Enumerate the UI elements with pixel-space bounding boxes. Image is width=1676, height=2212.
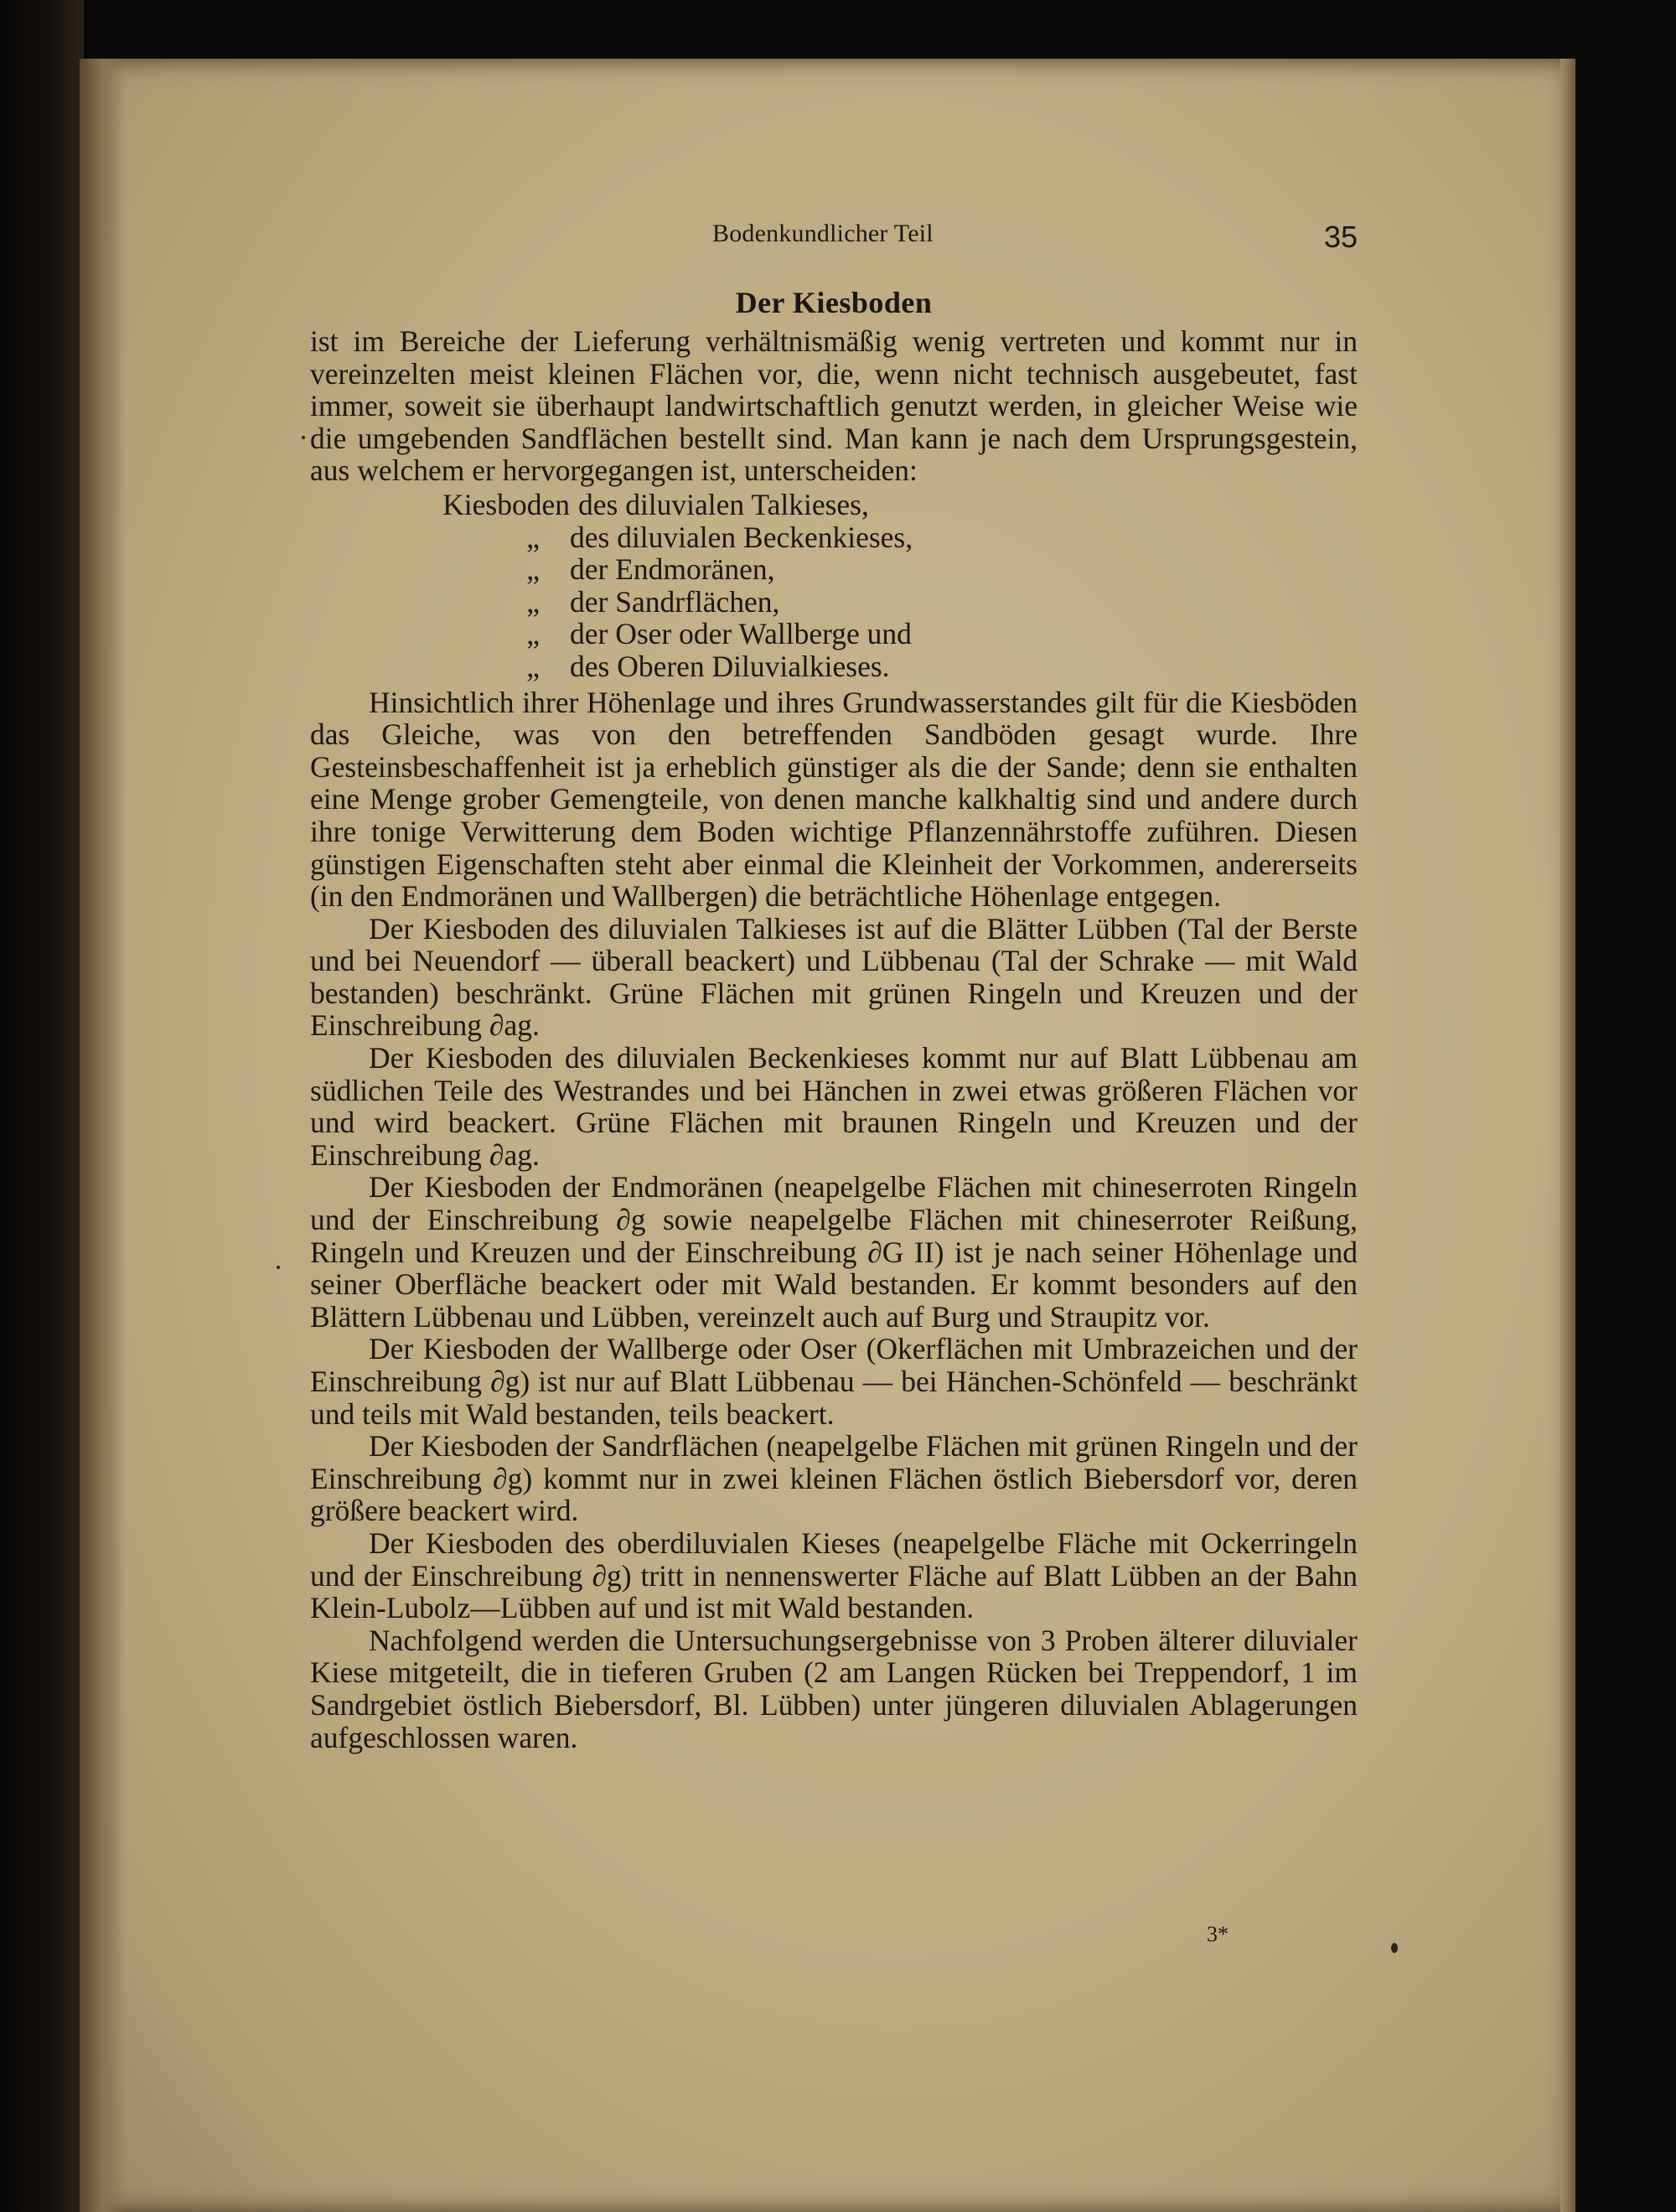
text-block	[310, 220, 1358, 1754]
paper-speck	[277, 1266, 280, 1269]
signature-mark: 3*	[1207, 1922, 1229, 1946]
list-item-text: der Sandrflächen,	[570, 584, 780, 619]
section-title: Der Kiesboden	[735, 286, 933, 319]
list-item	[310, 553, 1358, 586]
page-header	[310, 220, 1358, 270]
ditto-mark: „	[526, 552, 540, 587]
page-number: 35	[1323, 220, 1358, 254]
list-item	[310, 521, 1358, 554]
running-title: Bodenkundlicher Teil	[712, 220, 934, 247]
paper-speck	[1391, 1943, 1398, 1953]
list-item	[310, 586, 1358, 619]
list-item	[310, 618, 1358, 650]
spine-band	[80, 59, 126, 2212]
list-item-text: des diluvialen Beckenkieses,	[570, 520, 913, 554]
spine-shadow	[0, 0, 84, 2212]
list-lead: Kiesboden	[442, 487, 570, 521]
list-item	[310, 650, 1358, 683]
paragraph-talkies: Der Kiesboden des diluvialen Talkieses ist auf die Blätter Lübben (Tal der Berste und bei Neuendorf — überall beackert) und Lübbenau (Tal der Schrake — mit Wald bestanden) beschränkt. Grüne Flächen mit grünen Ringeln und Kreuzen und der Einschreibung ∂ag.	[310, 911, 1358, 1043]
paragraph-sandrflaechen: Der Kiesboden der Sandrflächen (neapelgelbe Flächen mit grünen Ringeln und der Einschreibung ∂g) kommt nur in zwei kleinen Flächen östlich Biebersdorf vor, deren größere beackert wird.	[310, 1429, 1358, 1528]
list-item-text: der Oser oder Wallberge und	[570, 617, 912, 651]
paper-speck	[302, 436, 305, 439]
ditto-mark: „	[526, 617, 540, 651]
page-edge	[1560, 59, 1575, 2212]
list-item-text: des diluvialen Talkieses,	[578, 487, 869, 521]
paragraph-untersuchung: Nachfolgend werden die Untersuchungsergebnisse von 3 Proben älterer diluvialer Kiese mitgeteilt, die in tieferen Gruben (2 am Langen Rücken bei Treppendorf, 1 im Sandrgebiet östlich Biebersdorf, Bl. Lübben) unter jüngeren diluvialen Ablagerungen aufgeschlossen waren.	[310, 1623, 1358, 1754]
ditto-mark: „	[526, 520, 540, 554]
paragraph-endmoraenen: Der Kiesboden der Endmoränen (neapelgelbe Flächen mit chineserroten Ringeln und der Einschreibung ∂g sowie neapelgelbe Flächen mit chineserroter Reißung, Ringeln und Kreuzen und der Einschreibung ∂G II) ist je nach seiner Höhenlage und seiner Oberfläche beackert oder mit Wald bestanden. Er kommt besonders auf den Blättern Lübbenau und Lübben, vereinzelt auch auf Burg und Straupitz vor.	[310, 1170, 1358, 1334]
list-item-text: des Oberen Diluvialkieses.	[570, 649, 890, 683]
kiesboden-list	[310, 489, 1358, 683]
paragraph-intro: ist im Bereiche der Lieferung verhältnismäßig wenig vertreten und kommt nur in vereinzelten meist kleinen Flächen vor, die, wenn nicht technisch ausgebeutet, fast immer, soweit sie überhaupt landwirtschaftlich genutzt werden, in gleicher Weise wie die umgebenden Sandflächen bestellt sind. Man kann je nach dem Ursprungsgestein, aus welchem er hervorgegangen ist, unterscheiden:	[310, 324, 1358, 488]
paragraph-beckenkies: Der Kiesboden des diluvialen Beckenkieses kommt nur auf Blatt Lübbenau am südlichen Teile des Westrandes und bei Hänchen in zwei etwas größeren Flächen vor und wird beackert. Grüne Flächen mit braunen Ringeln und Kreuzen und der Einschreibung ∂ag.	[310, 1041, 1358, 1172]
list-item-text: der Endmoränen,	[570, 552, 775, 587]
ditto-mark: „	[526, 649, 540, 683]
list-item	[310, 489, 1358, 521]
paragraph-hoehenlage: Hinsichtlich ihrer Höhenlage und ihres Grundwasserstandes gilt für die Kiesböden das Gleiche, was von den betreffenden Sandböden gesagt wurde. Ihre Gesteinsbeschaffenheit ist ja erheblich günstiger als die der Sande; denn sie enthalten eine Menge grober Gemengteile, von denen manche kalkhaltig sind und andere durch ihre tonige Verwitterung dem Boden wichtige Pflanzennährstoffe zuführen. Diesen günstigen Eigenschaften steht aber einmal die Kleinheit der Vorkommen, andererseits (in den Endmoränen und Wallbergen) die beträchtliche Höhenlage entgegen.	[310, 685, 1358, 914]
paragraph-wallberge: Der Kiesboden der Wallberge oder Oser (Okerflächen mit Umbrazeichen und der Einschreibung ∂g) ist nur auf Blatt Lübbenau — bei Hänchen-Schönfeld — beschränkt und teils mit Wald bestanden, teils beackert.	[310, 1332, 1358, 1431]
ditto-mark: „	[526, 584, 540, 619]
paragraph-oberdiluvial: Der Kiesboden des oberdiluvialen Kieses (neapelgelbe Fläche mit Ockerringeln und der Einschreibung ∂g) tritt in nennenswerter Fläche auf Blatt Lübben an der Bahn Klein-Lubolz—Lübben auf und ist mit Wald bestanden.	[310, 1526, 1358, 1625]
